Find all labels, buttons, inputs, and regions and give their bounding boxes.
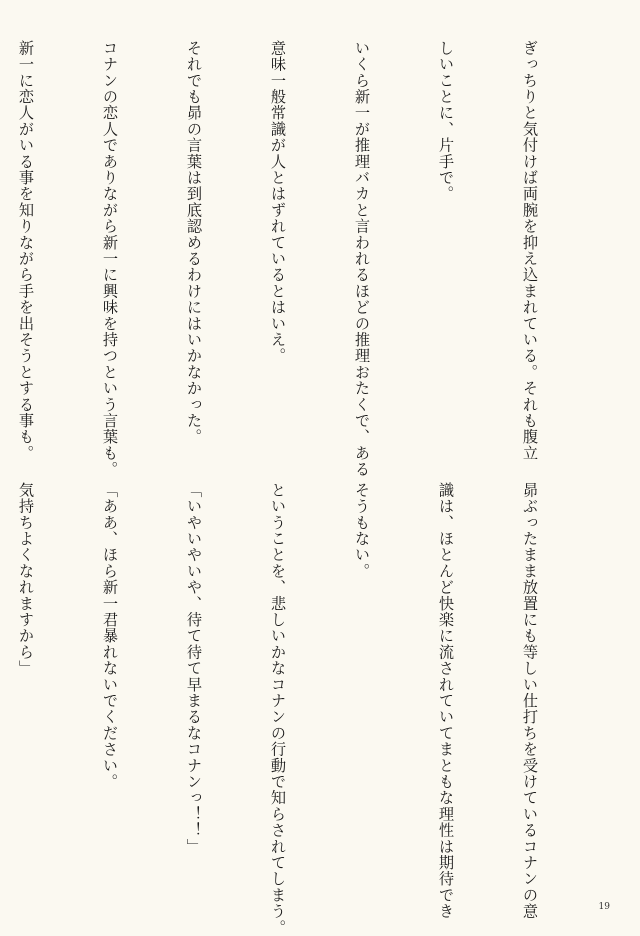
text-line: 気持ちよくなれますから」 [17, 482, 35, 677]
text-line: ぎっちりと気付けば両腕を抑え込まれている。それも腹立 [521, 40, 539, 462]
text-line: 新一に恋人がいる事を知りながら手を出そうとする事も。 [17, 40, 35, 462]
text-line: 昴ぶったまま放置にも等しい仕打ちを受けているコナンの意 [521, 482, 539, 920]
page-number: 19 [598, 902, 610, 912]
text-line: いくら新一が推理バカと言われるほどの推理おたくで、ある [353, 40, 371, 478]
upper-text-block [17, 40, 600, 478]
text-line: 意味一般常識が人とはずれているとはいえ。 [269, 40, 287, 364]
lower-text-block [17, 482, 600, 936]
text-line: 「ああ、ほら新一君暴れないでください。 [101, 482, 119, 790]
text-line: しいことに、片手で。 [437, 40, 455, 202]
text-line: それでも昴の言葉は到底認めるわけにはいかなかった。 [185, 40, 203, 445]
text-line: そうもない。 [353, 482, 371, 580]
text-line: コナンの恋人でありながら新一に興味を持つという言葉も。 [101, 40, 119, 478]
text-line: 識は、ほとんど快楽に流されていてまともな理性は期待でき [437, 482, 455, 920]
text-line: ということを、悲しいかなコナンの行動で知らされてしまう。 [269, 482, 287, 936]
text-line: 「いやいやいや、待て待て早まるなコナンっ！！」 [185, 482, 203, 855]
